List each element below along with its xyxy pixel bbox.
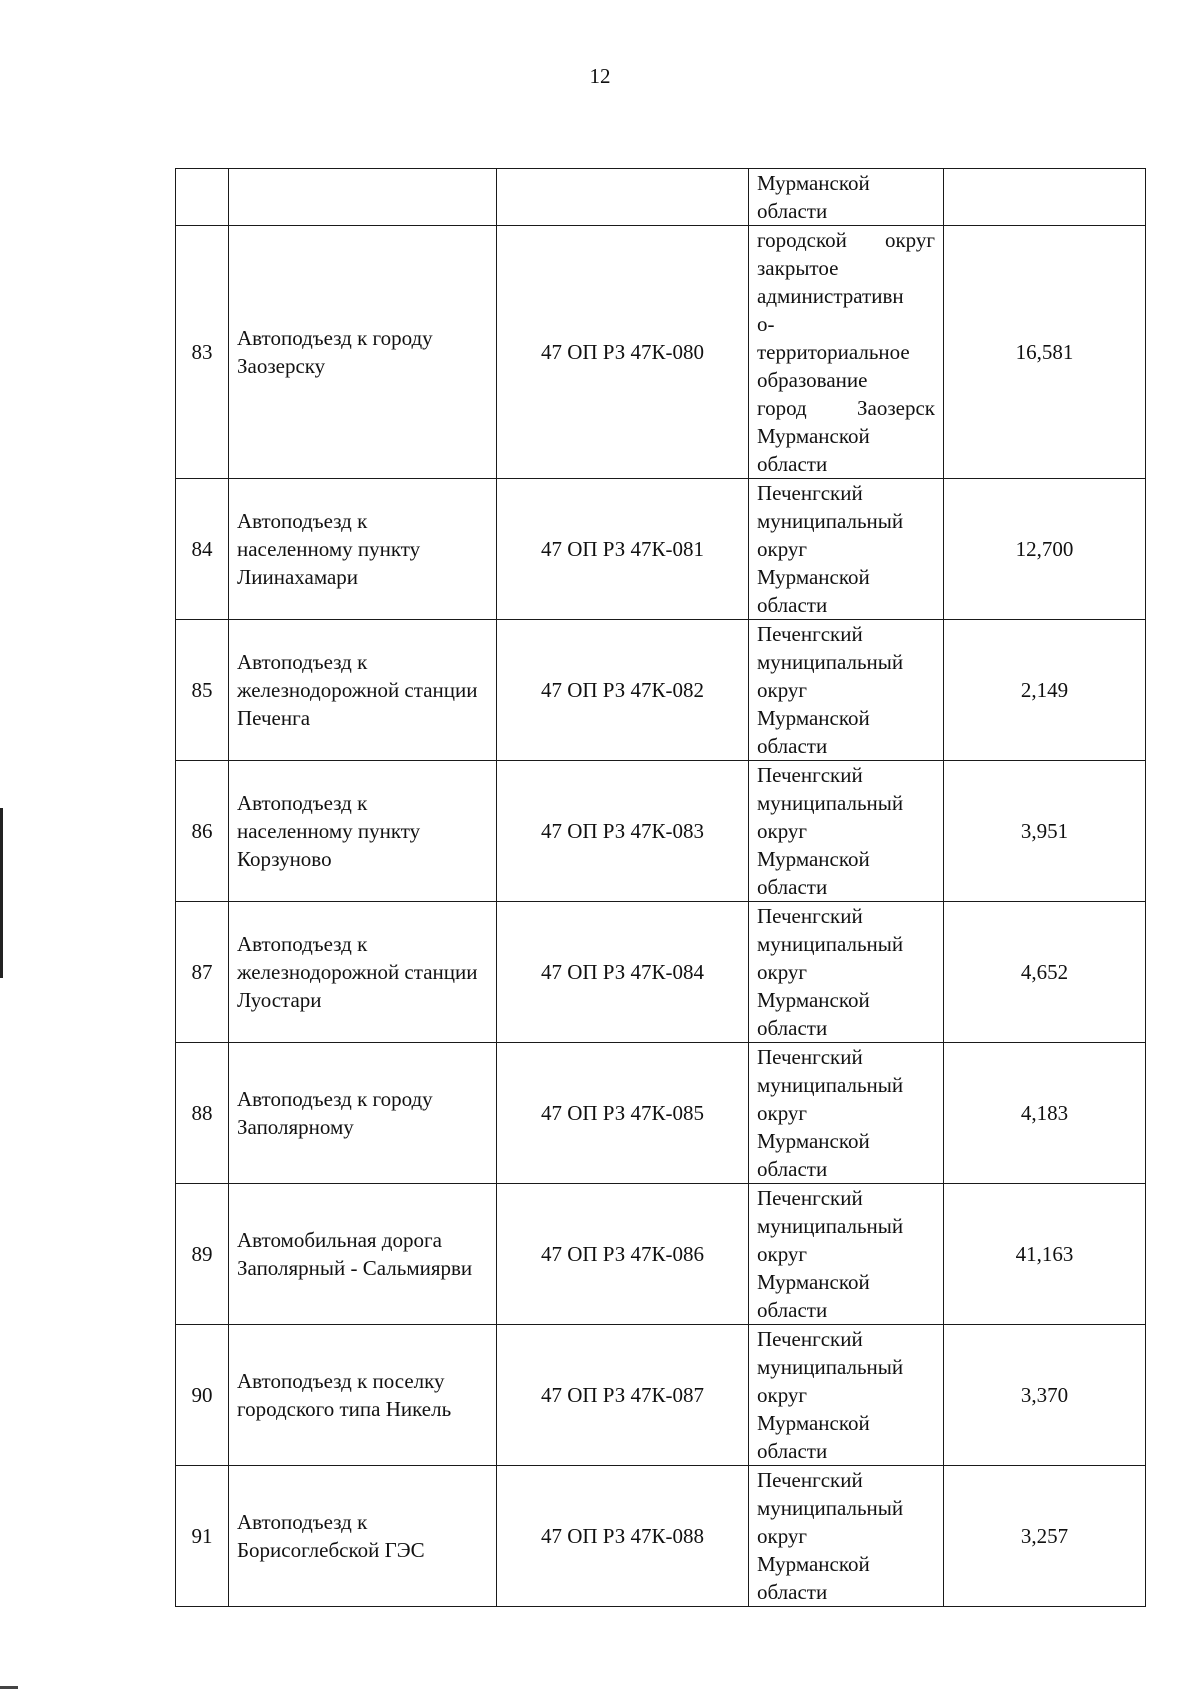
municipality-line: Печенгский <box>757 1327 863 1351</box>
municipality-line: области <box>757 875 828 899</box>
row-number: 89 <box>176 1184 229 1325</box>
municipality-line: муниципальный <box>757 791 904 815</box>
municipality-line: Мурманской <box>757 988 870 1012</box>
roads-table <box>175 168 1146 1607</box>
road-name: Автоподъезд к Борисоглебской ГЭС <box>229 1466 497 1607</box>
road-length: 41,163 <box>944 1184 1146 1325</box>
municipality-line: области <box>757 199 828 223</box>
municipality-line: области <box>757 1298 828 1322</box>
municipality-cell <box>749 1043 944 1184</box>
municipality-line: Мурманской <box>757 706 870 730</box>
municipality-line: области <box>757 1439 828 1463</box>
municipality-line: Мурманской <box>757 1411 870 1435</box>
road-id-code: 47 ОП РЗ 47К-082 <box>497 620 749 761</box>
municipality-cell <box>749 1466 944 1607</box>
road-id-code: 47 ОП РЗ 47К-088 <box>497 1466 749 1607</box>
table-row <box>176 1325 1146 1466</box>
municipality-line: округ <box>757 1242 808 1266</box>
municipality-line: Мурманской <box>757 1552 870 1576</box>
municipality-line: муниципальный <box>757 1496 904 1520</box>
municipality-line: муниципальный <box>757 650 904 674</box>
row-number: 90 <box>176 1325 229 1466</box>
municipality-line: муниципальный <box>757 1355 904 1379</box>
municipality-line: о- <box>757 312 775 336</box>
road-name <box>229 169 497 226</box>
road-name: Автоподъезд к городу Заозерску <box>229 226 497 479</box>
municipality-cell <box>749 1325 944 1466</box>
municipality-line: муниципальный <box>757 1214 904 1238</box>
municipality-line: закрытое <box>757 256 839 280</box>
road-length: 2,149 <box>944 620 1146 761</box>
municipality-line: Печенгский <box>757 1468 863 1492</box>
road-id-code <box>497 169 749 226</box>
row-number: 85 <box>176 620 229 761</box>
row-number: 83 <box>176 226 229 479</box>
row-number: 87 <box>176 902 229 1043</box>
row-number: 84 <box>176 479 229 620</box>
municipality-line: территориальное <box>757 340 910 364</box>
road-length: 12,700 <box>944 479 1146 620</box>
scan-edge-mark <box>0 808 3 978</box>
municipality-line: административн <box>757 284 904 308</box>
road-id-code: 47 ОП РЗ 47К-085 <box>497 1043 749 1184</box>
municipality-cell <box>749 1184 944 1325</box>
municipality-line: Печенгский <box>757 904 863 928</box>
municipality-line: Печенгский <box>757 1045 863 1069</box>
road-id-code: 47 ОП РЗ 47К-086 <box>497 1184 749 1325</box>
road-length: 3,951 <box>944 761 1146 902</box>
municipality-line: округ <box>757 960 808 984</box>
municipality-line: Мурманской <box>757 1129 870 1153</box>
municipality-line: округ <box>757 1101 808 1125</box>
municipality-line: город Заозерск <box>757 396 935 420</box>
road-length: 16,581 <box>944 226 1146 479</box>
road-id-code: 47 ОП РЗ 47К-084 <box>497 902 749 1043</box>
table-row <box>176 902 1146 1043</box>
table-row <box>176 620 1146 761</box>
table-row <box>176 1466 1146 1607</box>
municipality-cell <box>749 226 944 479</box>
row-number <box>176 169 229 226</box>
municipality-line: муниципальный <box>757 932 904 956</box>
municipality-line: Мурманской <box>757 847 870 871</box>
municipality-line: Печенгский <box>757 763 863 787</box>
road-name: Автоподъезд к населенному пункту Лиинахамари <box>229 479 497 620</box>
municipality-line: области <box>757 734 828 758</box>
table-row <box>176 761 1146 902</box>
road-name: Автоподъезд к населенному пункту Корзуново <box>229 761 497 902</box>
row-number: 88 <box>176 1043 229 1184</box>
municipality-cell <box>749 761 944 902</box>
municipality-line: городской округ <box>757 228 935 252</box>
table-row <box>176 1184 1146 1325</box>
row-number: 91 <box>176 1466 229 1607</box>
scan-edge-mark <box>0 1686 18 1689</box>
road-name: Автоподъезд к поселку городского типа Никель <box>229 1325 497 1466</box>
municipality-line: образование <box>757 368 868 392</box>
municipality-cell <box>749 169 944 226</box>
municipality-line: округ <box>757 1524 808 1548</box>
municipality-line: Мурманской <box>757 1270 870 1294</box>
road-id-code: 47 ОП РЗ 47К-087 <box>497 1325 749 1466</box>
road-name: Автомобильная дорога Заполярный - Сальмиярви <box>229 1184 497 1325</box>
municipality-line: Печенгский <box>757 1186 863 1210</box>
municipality-line: муниципальный <box>757 509 904 533</box>
road-length <box>944 169 1146 226</box>
page-number: 12 <box>589 64 611 88</box>
road-length: 3,370 <box>944 1325 1146 1466</box>
municipality-line: округ <box>757 537 808 561</box>
row-number: 86 <box>176 761 229 902</box>
municipality-line: области <box>757 452 828 476</box>
municipality-line: области <box>757 1157 828 1181</box>
municipality-cell <box>749 479 944 620</box>
road-id-code: 47 ОП РЗ 47К-083 <box>497 761 749 902</box>
road-name: Автоподъезд к железнодорожной станции Луостари <box>229 902 497 1043</box>
municipality-line: округ <box>757 819 808 843</box>
table-row <box>176 1043 1146 1184</box>
table-row <box>176 169 1146 226</box>
road-length: 4,183 <box>944 1043 1146 1184</box>
municipality-line: области <box>757 1016 828 1040</box>
municipality-line: Мурманской <box>757 565 870 589</box>
municipality-cell <box>749 902 944 1043</box>
municipality-cell <box>749 620 944 761</box>
municipality-line: Печенгский <box>757 481 863 505</box>
municipality-line: округ <box>757 678 808 702</box>
road-length: 4,652 <box>944 902 1146 1043</box>
road-name: Автоподъезд к городу Заполярному <box>229 1043 497 1184</box>
table-row <box>176 479 1146 620</box>
municipality-line: муниципальный <box>757 1073 904 1097</box>
municipality-line: округ <box>757 1383 808 1407</box>
municipality-line: области <box>757 593 828 617</box>
road-length: 3,257 <box>944 1466 1146 1607</box>
table-row <box>176 226 1146 479</box>
municipality-line: Мурманской <box>757 171 870 195</box>
municipality-line: области <box>757 1580 828 1604</box>
municipality-line: Печенгский <box>757 622 863 646</box>
road-id-code: 47 ОП РЗ 47К-080 <box>497 226 749 479</box>
municipality-line: Мурманской <box>757 424 870 448</box>
road-id-code: 47 ОП РЗ 47К-081 <box>497 479 749 620</box>
road-name: Автоподъезд к железнодорожной станции Печенга <box>229 620 497 761</box>
